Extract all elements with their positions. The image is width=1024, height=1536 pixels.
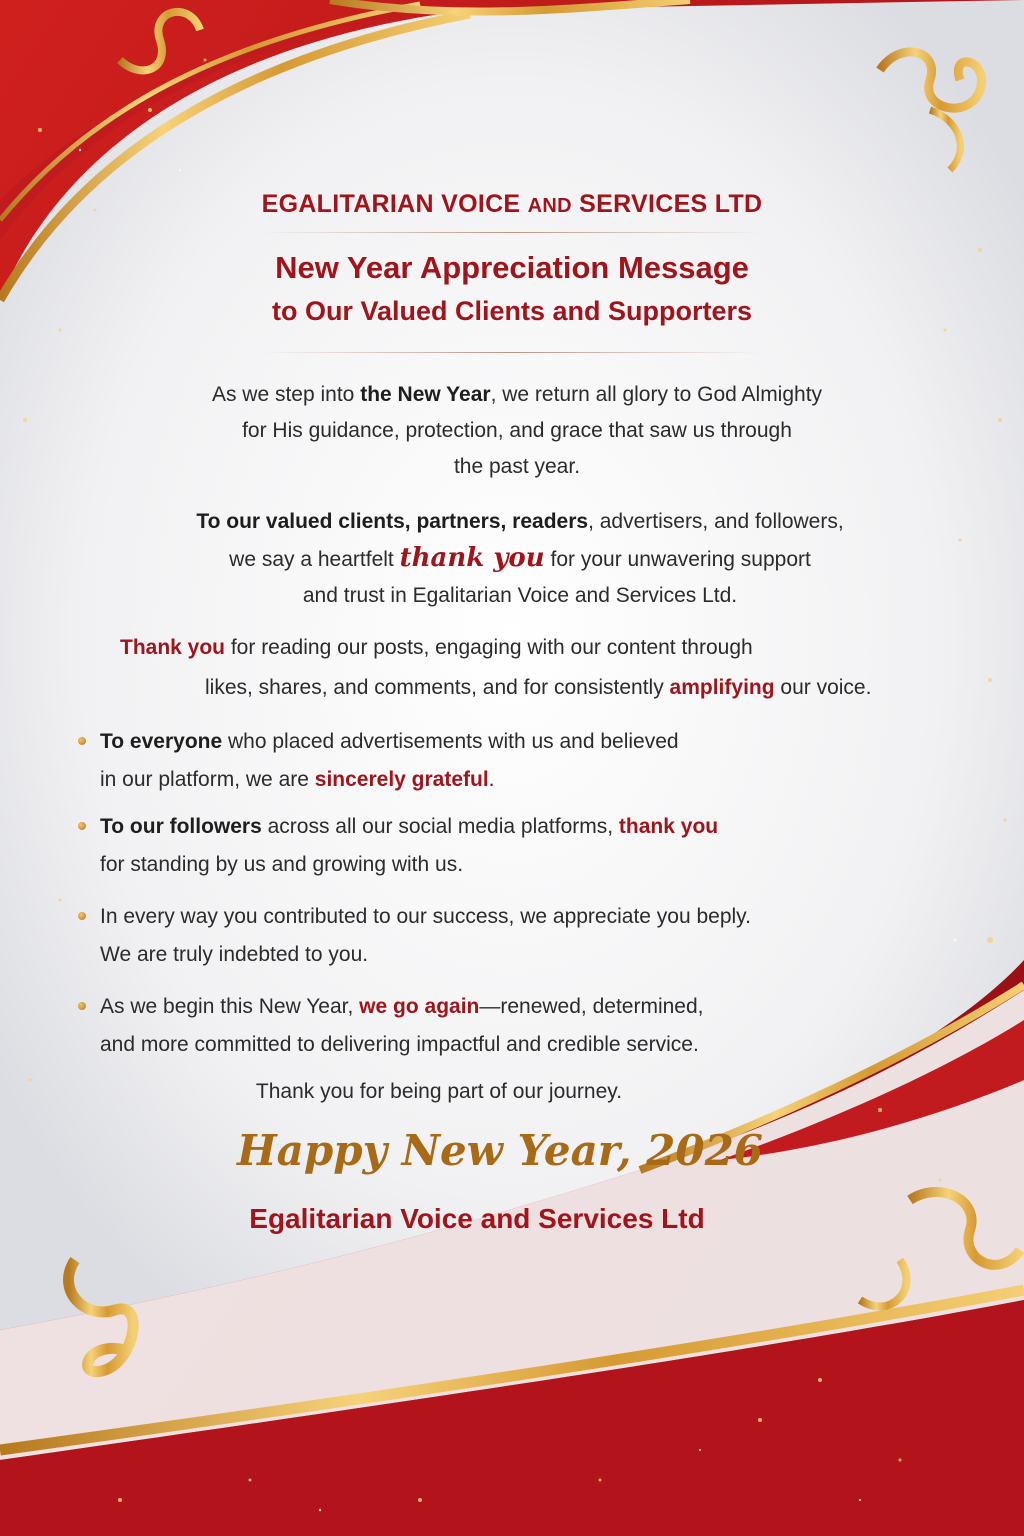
p2-line3: and trust in Egalitarian Voice and Services Ltd.	[302, 584, 738, 607]
b2-line2: for standing by us and growing with us.	[100, 853, 464, 876]
p1-line3: the past year.	[453, 455, 581, 478]
b4-go-again: we go again	[359, 995, 480, 1018]
b3-line2: We are truly indebted to you.	[100, 943, 369, 966]
b4-text-c: —renewed, determined,	[479, 995, 704, 1018]
company-name-part2: SERVICES LTD	[579, 190, 763, 218]
bullet-icon	[78, 822, 86, 830]
p3-thank-you: Thank you	[120, 636, 226, 659]
p3-text-e: our voice.	[774, 676, 872, 699]
page-subtitle: to Our Valued Clients and Supporters	[271, 296, 753, 326]
company-name-part1: EGALITARIAN VOICE	[261, 190, 521, 218]
divider-top	[260, 232, 764, 233]
b2-emphasis: To our followers	[100, 815, 262, 838]
b4-line2: and more committed to delivering impactful and credible service.	[100, 1033, 699, 1056]
b4-text-a: As we begin this New Year,	[100, 995, 360, 1018]
new-year-greeting: Happy New Year, 2026	[236, 1126, 764, 1175]
p1-text-a: As we step into	[211, 383, 361, 406]
p1-line2: for His guidance, protection, and grace that saw us through	[242, 419, 792, 442]
p2-text-b: , advertisers, and followers,	[588, 510, 844, 533]
p1-emphasis: the New Year	[360, 383, 491, 406]
divider-bottom	[260, 352, 764, 353]
bullet-icon	[78, 737, 86, 745]
p3-text-b: for reading our posts, engaging with our content through	[225, 636, 753, 659]
bullet-icon	[78, 912, 86, 920]
b1-text-c: in our platform, we are	[100, 768, 315, 791]
b2-thank-you: thank you	[618, 815, 719, 838]
b1-text-b: who placed advertisements with us and believed	[222, 730, 679, 753]
b1-emphasis: To everyone	[100, 730, 223, 753]
p3-text-c: likes, shares, and comments, and for consistently	[205, 676, 670, 699]
page-title: New Year Appreciation Message	[275, 250, 749, 285]
paragraph-glory	[0, 377, 1024, 485]
bullet-icon	[78, 1002, 86, 1010]
b3-line1: In every way you contributed to our success, we appreciate you beply.	[100, 905, 751, 928]
b1-grateful: sincerely grateful	[314, 768, 489, 791]
company-name-and: AND	[527, 195, 572, 217]
b2-text-b: across all our social media platforms,	[261, 815, 619, 838]
p2-thank-you-script: thank you	[399, 543, 545, 573]
paragraph-reading-line2	[205, 670, 985, 706]
p1-text-c: , we return all glory to God Almighty	[490, 383, 823, 406]
p2-text-c: we say a heartfelt	[229, 548, 400, 571]
p2-emphasis: To our valued clients, partners, readers	[196, 510, 589, 533]
closing-line: Thank you for being part of our journey.	[255, 1080, 623, 1103]
company-heading	[0, 190, 1024, 219]
p3-amplifying: amplifying	[669, 676, 775, 699]
company-signature: Egalitarian Voice and Services Ltd	[249, 1203, 705, 1234]
p2-text-e: for your unwavering support	[544, 548, 811, 571]
paragraph-thanks	[0, 504, 1024, 614]
b1-text-e: .	[488, 768, 495, 791]
paragraph-reading	[120, 630, 910, 666]
